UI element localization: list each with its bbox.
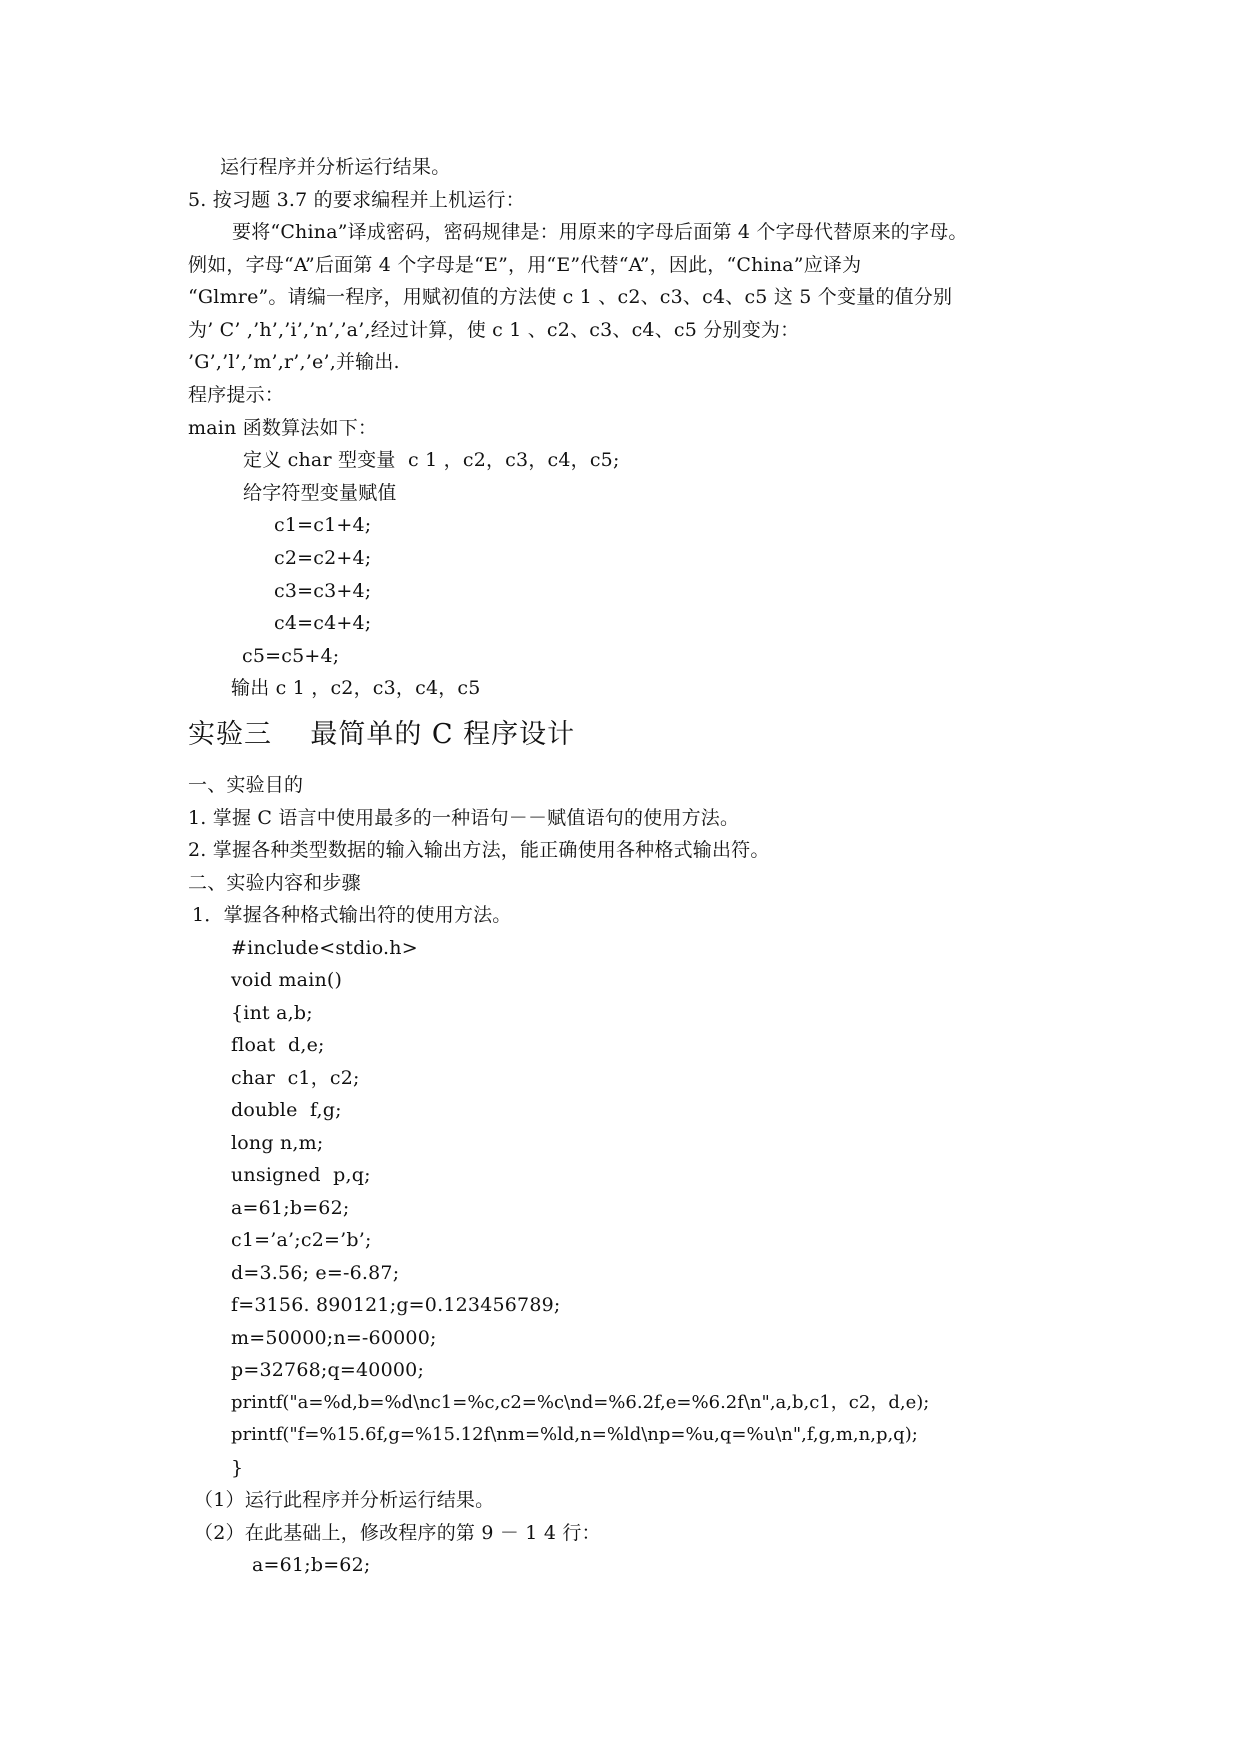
text-line: 要将“China”译成密码，密码规律是：用原来的字母后面第 4 个字母代替原来的字母。 (232, 221, 968, 243)
text-line: main 函数算法如下： (188, 417, 378, 439)
code-line: c3=c3+4; (274, 580, 372, 602)
code-line: d=3.56; e=-6.87; (231, 1262, 400, 1284)
code-line: unsigned p,q; (231, 1164, 371, 1186)
text-line: 例如，字母“A”后面第 4 个字母是“E”，用“E”代替“A”，因此，“China”应译为 (188, 254, 862, 276)
text-line: 程序提示： (188, 384, 285, 406)
text-line: 为’ C’ ,’h’,’i’,’n’,’a’,经过计算，使 c 1 、c2、c3、c4、c5 分别变为： (188, 319, 800, 341)
code-line: p=32768;q=40000; (231, 1359, 425, 1381)
exercise-heading: 5. 按习题 3.7 的要求编程并上机运行： (188, 189, 525, 211)
text-line: ’G’,’l’,’m’,r’,’e’,并输出. (188, 351, 400, 373)
text-line: （1）运行此程序并分析运行结果。 (194, 1489, 495, 1511)
code-line: f=3156. 890121;g=0.123456789; (231, 1294, 561, 1316)
text-line: （2）在此基础上，修改程序的第 9 － 1 4 行： (194, 1522, 601, 1544)
code-line: {int a,b; (231, 1002, 313, 1024)
text-line: 1．掌握各种格式输出符的使用方法。 (192, 904, 512, 926)
code-line: #include<stdio.h> (231, 937, 418, 959)
text-line: 运行程序并分析运行结果。 (220, 156, 451, 178)
code-line: c1=c1+4; (274, 514, 372, 536)
code-line: c1=’a’;c2=’b’; (231, 1229, 372, 1251)
text-line: 2. 掌握各种类型数据的输入输出方法，能正确使用各种格式输出符。 (188, 839, 770, 861)
section-heading: 二、实验内容和步骤 (188, 872, 361, 894)
section-heading: 一、实验目的 (188, 774, 304, 796)
code-line: } (231, 1457, 244, 1479)
code-line: printf("f=%15.6f,g=%15.12f\nm=%ld,n=%ld\np=%u,q=%u\n",f,g,m,n,p,q); (231, 1424, 918, 1445)
code-line: long n,m; (231, 1132, 324, 1154)
code-line: printf("a=%d,b=%d\nc1=%c,c2=%c\nd=%6.2f,e=%6.2f\n",a,b,c1，c2，d,e); (231, 1392, 930, 1413)
code-line: a=61;b=62; (231, 1197, 350, 1219)
code-line: c4=c4+4; (274, 612, 372, 634)
code-line: m=50000;n=-60000; (231, 1327, 437, 1349)
code-line: void main() (231, 969, 343, 991)
code-line: float d,e; (231, 1034, 325, 1056)
code-line: a=61;b=62; (252, 1554, 371, 1576)
text-line: “Glmre”。请编一程序，用赋初值的方法使 c 1 、c2、c3、c4、c5 这 5 个变量的值分别 (188, 286, 953, 308)
section-title: 实验三 最简单的 C 程序设计 (188, 719, 576, 750)
text-line: 输出 c 1 ，c2，c3，c4，c5 (231, 677, 481, 699)
text-line: 给字符型变量赋值 (243, 482, 397, 504)
code-line: char c1，c2; (231, 1067, 360, 1089)
code-line: c2=c2+4; (274, 547, 372, 569)
code-line: double f,g; (231, 1099, 342, 1121)
code-line: c5=c5+4; (242, 645, 340, 667)
text-line: 定义 char 型变量 c 1 ，c2，c3，c4，c5; (243, 449, 620, 471)
text-line: 1. 掌握 C 语言中使用最多的一种语句－－赋值语句的使用方法。 (188, 807, 740, 829)
